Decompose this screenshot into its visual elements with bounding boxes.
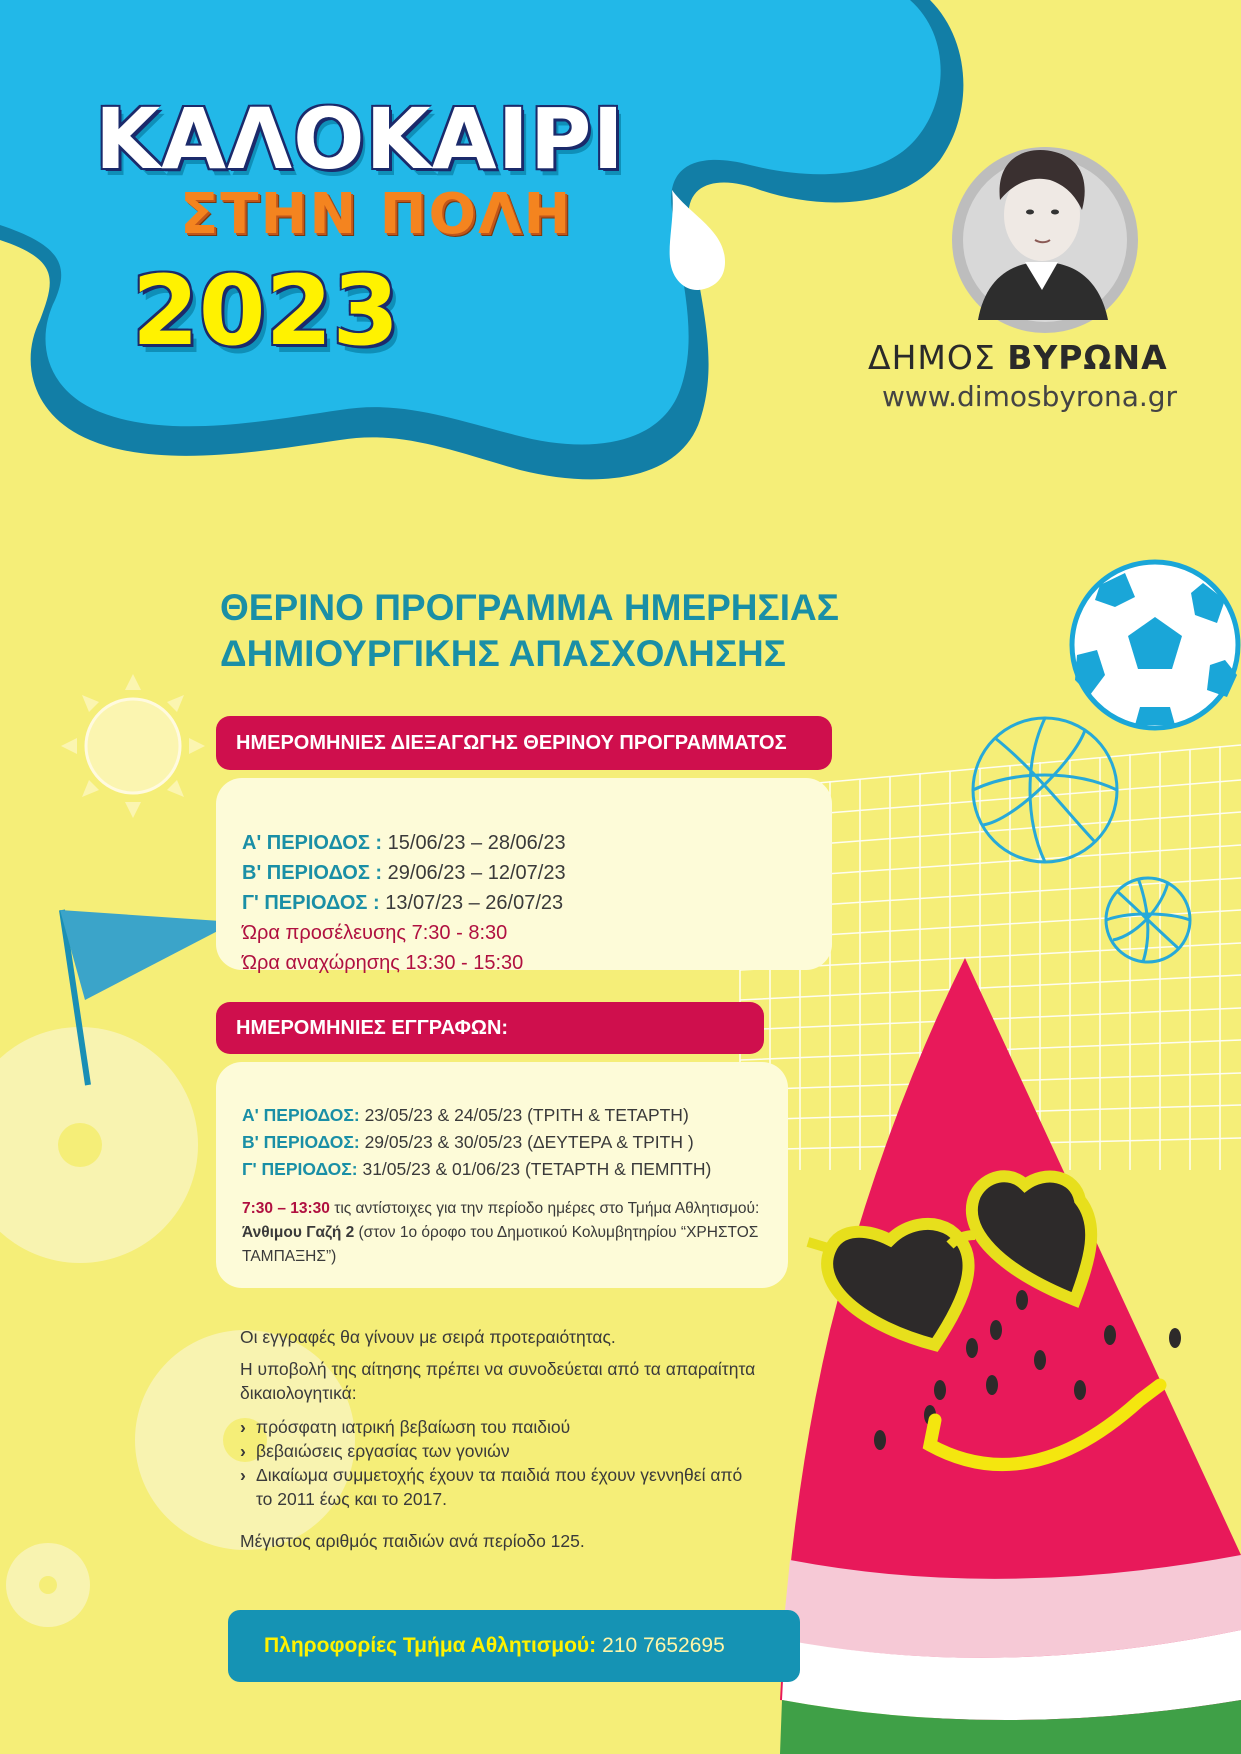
water-droplet-icon	[670, 190, 725, 290]
sun-icon	[61, 674, 205, 818]
municipality-name-bold: ΒΥΡΩΝΑ	[1007, 338, 1168, 377]
requirements-text	[240, 1325, 760, 1553]
departure-time: Ώρα αναχώρησης 13:30 - 15:30	[242, 952, 524, 974]
soccer-ball-icon	[1072, 562, 1238, 728]
watermelon-icon	[780, 958, 1241, 1754]
main-heading	[220, 585, 839, 677]
main-heading-line2: ΔΗΜΙΟΥΡΓΙΚΗΣ ΑΠΑΣΧΟΛΗΣΗΣ	[220, 633, 786, 674]
info-phone[interactable]: 210 7652695	[602, 1634, 725, 1657]
registration-banner: ΗΜΕΡΟΜΗΝΙΕΣ ΕΓΓΡΑΦΩΝ:	[216, 1002, 764, 1054]
registration-box	[216, 1062, 788, 1288]
program-dates-banner: ΗΜΕΡΟΜΗΝΙΕΣ ΔΙΕΞΑΓΩΓΗΣ ΘΕΡΙΝΟΥ ΠΡΟΓΡΑΜΜΑΤΟΣ	[216, 716, 832, 770]
list-item: › βεβαιώσεις εργασίας των γονιών	[240, 1439, 760, 1463]
program-dates-box	[216, 778, 832, 974]
registration-period-a: Α' ΠΕΡΙΟΔΟΣ: 23/05/23 & 24/05/23 (ΤΡΙΤΗ & ΤΕΤΑΡΤΗ)	[242, 1105, 689, 1125]
arrival-time: Ώρα προσέλευσης 7:30 - 8:30	[242, 922, 508, 944]
title-kalokairi: ΚΑΛΟΚΑΙΡΙ	[95, 90, 625, 188]
basketball-icon	[973, 718, 1117, 862]
volleyball-icon	[1106, 878, 1190, 962]
title-year: 2023	[132, 255, 400, 367]
main-heading-line1: ΘΕΡΙΝΟ ΠΡΟΓΡΑΜΜΑ ΗΜΕΡΗΣΙΑΣ	[220, 587, 839, 628]
documents-note: Η υποβολή της αίτησης πρέπει να συνοδεύεται από τα απαραίτητα δικαιολογητικά:	[240, 1359, 756, 1403]
info-label: Πληροφορίες Τμήμα Αθλητισμού:	[264, 1634, 597, 1657]
title-stin-poli: ΣΤΗΝ ΠΟΛΗ	[180, 182, 573, 247]
max-children-note: Μέγιστος αριθμός παιδιών ανά περίοδο 125.	[240, 1531, 585, 1551]
info-bar	[228, 1610, 800, 1682]
program-period-a: Α' ΠΕΡΙΟΔΟΣ : 15/06/23 – 28/06/23	[242, 832, 566, 854]
requirements-list	[240, 1415, 760, 1511]
municipality-name-light: ΔΗΜΟΣ	[868, 338, 1008, 377]
registration-note: 7:30 – 13:30 τις αντίστοιχες για την περίοδο ημέρες στο Τμήμα Αθλητισμού: Άνθιμου Γαζή 2 (στον 1ο όροφο του Δημοτικού Κολυμβητηρίου “ΧΡΗΣΤΟΣ ΤΑΜΠΑΞΗΣ”)	[242, 1200, 760, 1265]
list-item: › Δικαίωμα συμμετοχής έχουν τα παιδιά που έχουν γεννηθεί από το 2011 έως και το 2017.	[240, 1463, 760, 1511]
priority-note: Οι εγγραφές θα γίνουν με σειρά προτεραιότητας.	[240, 1327, 616, 1347]
municipality-name	[868, 338, 1168, 377]
program-period-c: Γ' ΠΕΡΙΟΔΟΣ : 13/07/23 – 26/07/23	[242, 892, 564, 914]
program-period-b: Β' ΠΕΡΙΟΔΟΣ : 29/06/23 – 12/07/23	[242, 862, 566, 884]
municipality-url[interactable]: www.dimosbyrona.gr	[882, 380, 1178, 413]
registration-period-b: Β' ΠΕΡΙΟΔΟΣ: 29/05/23 & 30/05/23 (ΔΕΥΤΕΡΑ & ΤΡΙΤΗ )	[242, 1132, 694, 1152]
list-item: › πρόσφατη ιατρική βεβαίωση του παιδιού	[240, 1415, 760, 1439]
registration-period-c: Γ' ΠΕΡΙΟΔΟΣ: 31/05/23 & 01/06/23 (ΤΕΤΑΡΤΗ & ΠΕΜΠΤΗ)	[242, 1159, 712, 1179]
